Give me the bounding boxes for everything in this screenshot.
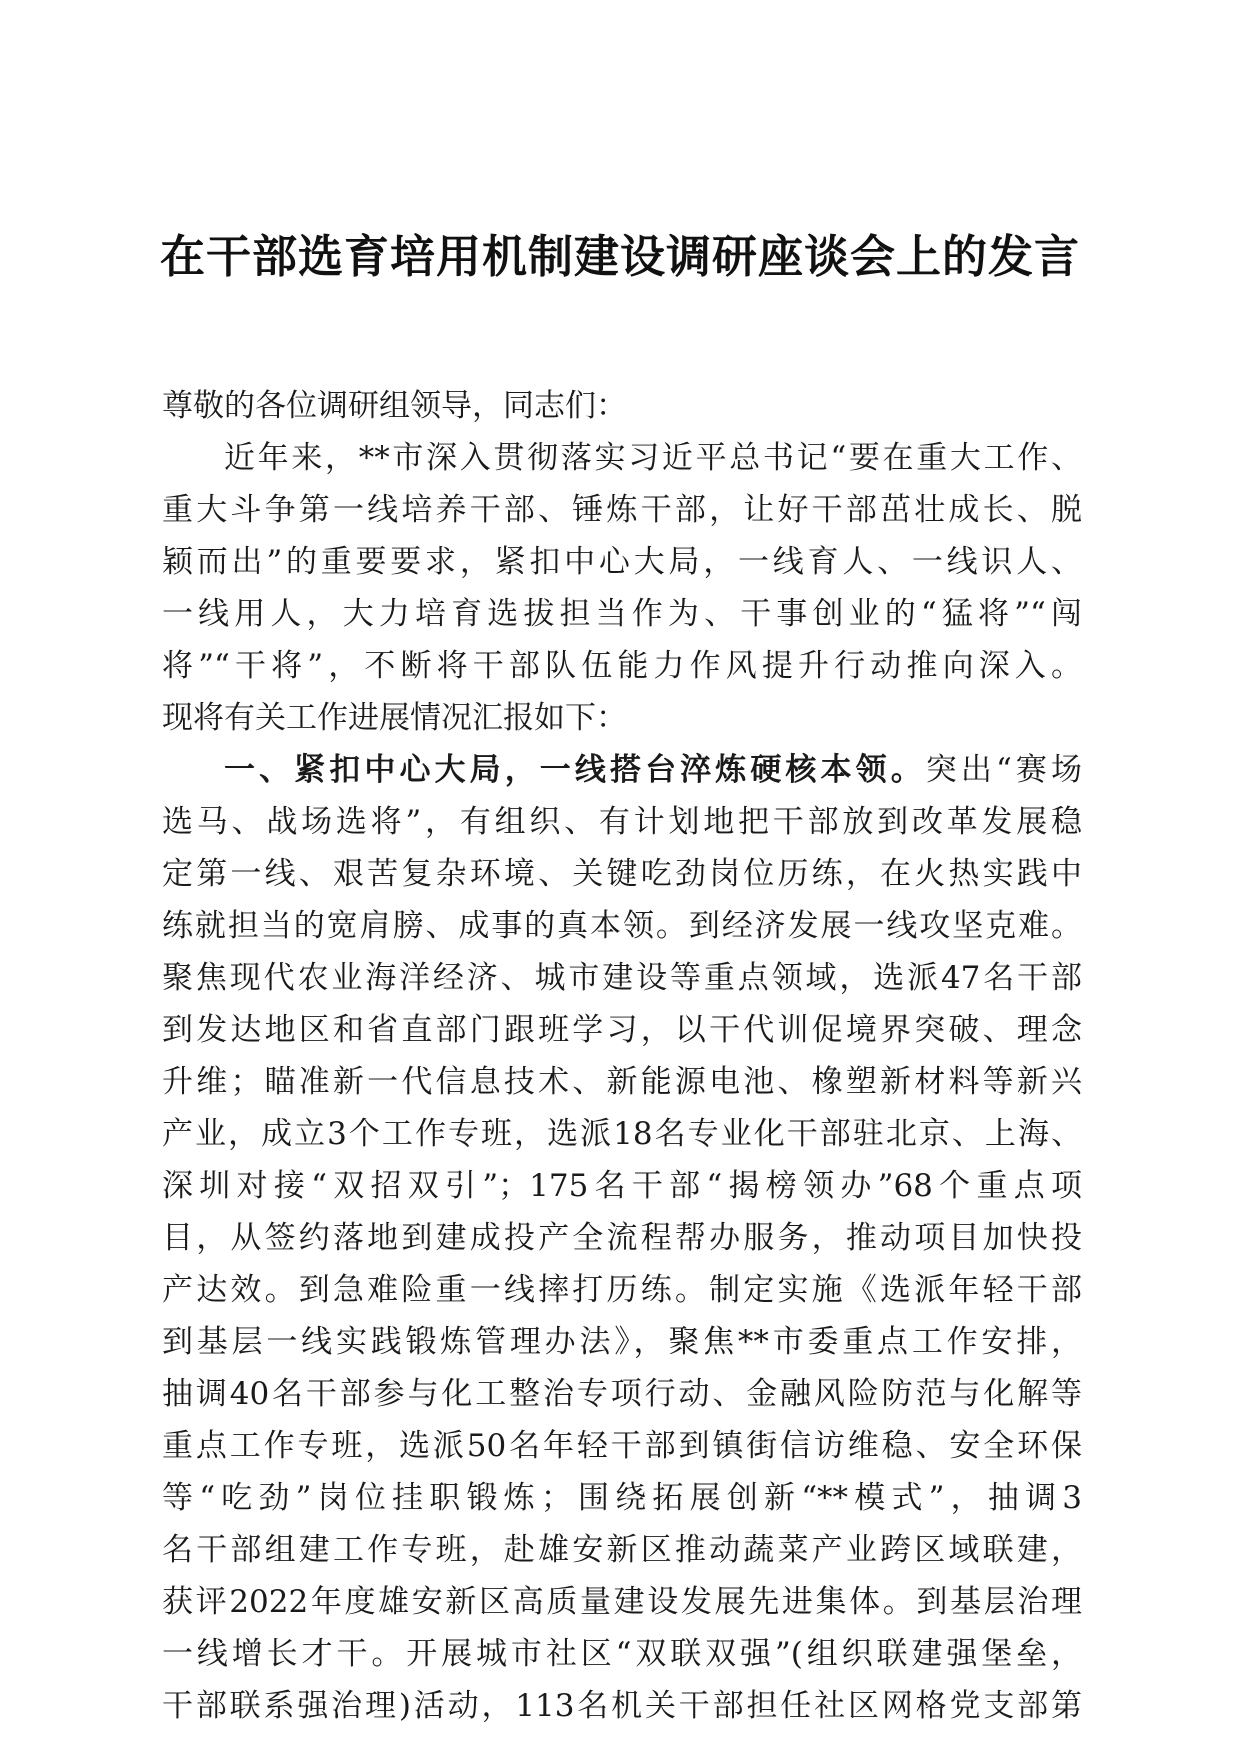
- paragraph-line: 产达效。到急难险重一线摔打历练。制定实施《选派年轻干部: [162, 1272, 1082, 1308]
- paragraph-line: 将”“干将”，不断将干部队伍能力作风提升行动推向深入。: [162, 648, 1082, 684]
- paragraph-line: 近年来，**市深入贯彻落实习近平总书记“要在重大工作、: [224, 440, 1082, 476]
- paragraph-line: 选马、战场选将”，有组织、有计划地把干部放到改革发展稳: [162, 804, 1082, 840]
- section-heading: 一、紧扣中心大局，一线搭台淬炼硬核本领。: [224, 752, 926, 788]
- paragraph-line: 获评2022年度雄安新区高质量建设发展先进集体。到基层治理: [162, 1584, 1082, 1620]
- paragraph-line: 目，从签约落地到建成投产全流程帮办服务，推动项目加快投: [162, 1220, 1082, 1256]
- paragraph-line: 升维；瞄准新一代信息技术、新能源电池、橡塑新材料等新兴: [162, 1064, 1082, 1100]
- paragraph-line: 干部联系强治理)活动，113名机关干部担任社区网格党支部第: [162, 1688, 1082, 1724]
- salutation-line: 尊敬的各位调研组领导，同志们：: [162, 388, 627, 424]
- paragraph-line: 产业，成立3个工作专班，选派18名专业化干部驻北京、上海、: [162, 1116, 1082, 1152]
- section-heading-continuation: 突出“赛场: [925, 752, 1082, 788]
- paragraph-line: 一线用人，大力培育选拔担当作为、干事创业的“猛将”“闯: [162, 596, 1082, 632]
- paragraph-line: 深圳对接“双招双引”；175名干部“揭榜领办”68个重点项: [162, 1168, 1082, 1204]
- paragraph-line: 重点工作专班，选派50名年轻干部到镇街信访维稳、安全环保: [162, 1428, 1082, 1464]
- section-heading-line: [162, 744, 1082, 796]
- paragraph-line: 颖而出”的重要要求，紧扣中心大局，一线育人、一线识人、: [162, 544, 1082, 580]
- document-body: [162, 380, 1082, 1732]
- paragraph-line: 到发达地区和省直部门跟班学习，以干代训促境界突破、理念: [162, 1012, 1082, 1048]
- paragraph-line: 练就担当的宽肩膀、成事的真本领。到经济发展一线攻坚克难。: [162, 908, 1082, 944]
- paragraph-line: 重大斗争第一线培养干部、锤炼干部，让好干部茁壮成长、脱: [162, 492, 1082, 528]
- document-title: 在干部选育培用机制建设调研座谈会上的发言: [159, 230, 1080, 283]
- paragraph-line: 抽调40名干部参与化工整治专项行动、金融风险防范与化解等: [162, 1376, 1082, 1412]
- paragraph-line: 一线增长才干。开展城市社区“双联双强”(组织联建强堡垒，: [162, 1636, 1082, 1672]
- paragraph-line: 到基层一线实践锻炼管理办法》，聚焦**市委重点工作安排，: [162, 1324, 1082, 1360]
- paragraph-line: 等“吃劲”岗位挂职锻炼；围绕拓展创新“**模式”，抽调3: [162, 1480, 1082, 1516]
- paragraph-line: 现将有关工作进展情况汇报如下：: [162, 700, 627, 736]
- paragraph-line: 名干部组建工作专班，赴雄安新区推动蔬菜产业跨区域联建，: [162, 1532, 1082, 1568]
- paragraph-line: 定第一线、艰苦复杂环境、关键吃劲岗位历练，在火热实践中: [162, 856, 1082, 892]
- paragraph-line: 聚焦现代农业海洋经济、城市建设等重点领域，选派47名干部: [162, 960, 1082, 996]
